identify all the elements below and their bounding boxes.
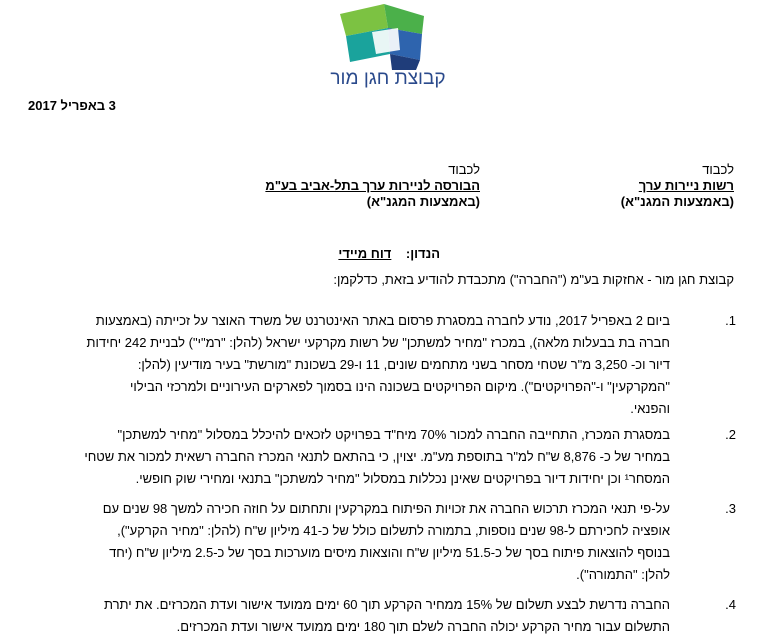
numbered-item: [16, 310, 736, 420]
item-body: [16, 424, 670, 490]
item-line: המסחר¹ וכן יחידות דיור בפרויקטים שאינן נכללות במסלול "מחיר למשתכן" בתנאי ומחירי שוק חופשי.: [135, 471, 670, 486]
subject-label: הנדון:: [405, 246, 440, 261]
recipient-via: (באמצעות המגנ"א): [620, 194, 734, 209]
item-line: על-פי תנאי המכרז תרכוש החברה את זכויות הפיתוח במקרקעין ותחתום על חוזה חכירה למשך 98 שנים עם: [102, 501, 670, 516]
numbered-item: [16, 498, 736, 586]
recipient-name: רשות ניירות ערך: [638, 178, 734, 193]
company-logo: [318, 4, 458, 100]
item-body: [16, 498, 670, 586]
item-line: התשלום עבור מחיר הקרקע יכולה החברה לשלם תוך 180 ימים ממועד אישור ועדת המכרזים.: [176, 619, 670, 634]
item-line: דיור וכ- 3,250 מ"ר שטחי מסחר בשני מתחמים שונים, 11 ו-29 בשכונת "מורשת" בעיר מודיעין (להלן:: [137, 357, 670, 372]
recipient-securities-authority: [621, 162, 734, 210]
item-line: במסגרת המכרז, התחייבה החברה למכור 70% מיח"ד בפרויקט לזכאים להיכלל במסלול "מחיר למשתכן": [117, 427, 670, 442]
item-line: ביום 2 באפריל 2017, נודע לחברה במסגרת פרסום באתר האינטרנט של משרד האוצר על זכייתה (באמצעות: [95, 313, 670, 328]
item-line: והפנאי.: [630, 401, 670, 416]
item-line: חברה בת בבעלות מלאה), במכרז "מחיר למשתכן" של רשות מקרקעי ישראל (להלן: "רמ"י") לבניית 242 יחידות: [86, 335, 670, 350]
recipient-salutation: לכבוד: [702, 162, 734, 177]
recipient-via: (באמצעות המגנ"א): [366, 194, 480, 209]
recipient-stock-exchange: [265, 162, 480, 210]
numbered-item: [16, 424, 736, 490]
item-line: החברה נדרשת לבצע תשלום של 15% ממחיר הקרקע תוך 60 ימים ממועד אישור ועדת המכרזים. את יתרת: [103, 597, 670, 612]
logo-mark-icon: [328, 4, 448, 70]
item-line: במחיר של כ- 8,876 ש"ח למ"ר בתוספת מע"מ. יצוין, כי בהתאם לתנאי המכרז החברה רשאית למכור את שטחי: [84, 449, 670, 464]
item-body: [16, 594, 670, 638]
item-number: 1.: [725, 313, 736, 328]
numbered-item: [16, 594, 736, 638]
subject-value: דוח מיידי: [338, 246, 392, 261]
item-line: בנוסף להוצאות פיתוח בסך של כ-51.5 מיליון ש"ח והוצאות מיסים מוערכות בסך של כ-2.5 מיליון ש"ח (יחד: [109, 545, 670, 560]
letter-date: 3 באפריל 2017: [28, 98, 116, 113]
item-number: 4.: [725, 597, 736, 612]
item-line: אופציה לחכירתם ל-98 שנים נוספות, בתמורה לתשלום כולל של כ-41 מיליון ש"ח (להלן: "מחיר הקרקע"),: [117, 523, 670, 538]
subject-line: [338, 246, 440, 261]
item-body: [16, 310, 670, 420]
item-line: "המקרקעין" ו-"הפרויקטים"). מיקום הפרויקטים בשכונה הינו בסמוך לפארקים העירוניים ולמרכזי הבילוי: [130, 379, 670, 394]
intro-paragraph: קבוצת חגן מור - אחזקות בע"מ ("החברה") מתכבדת להודיע בזאת, כדלקמן:: [333, 272, 734, 287]
item-number: 3.: [725, 501, 736, 516]
recipient-salutation: לכבוד: [448, 162, 480, 177]
logo-text: קבוצת חגן מור: [330, 68, 446, 89]
recipient-name: הבורסה לניירות ערך בתל-אביב בע"מ: [265, 178, 480, 193]
item-line: להלן: "התמורה").: [576, 567, 670, 582]
item-number: 2.: [725, 427, 736, 442]
